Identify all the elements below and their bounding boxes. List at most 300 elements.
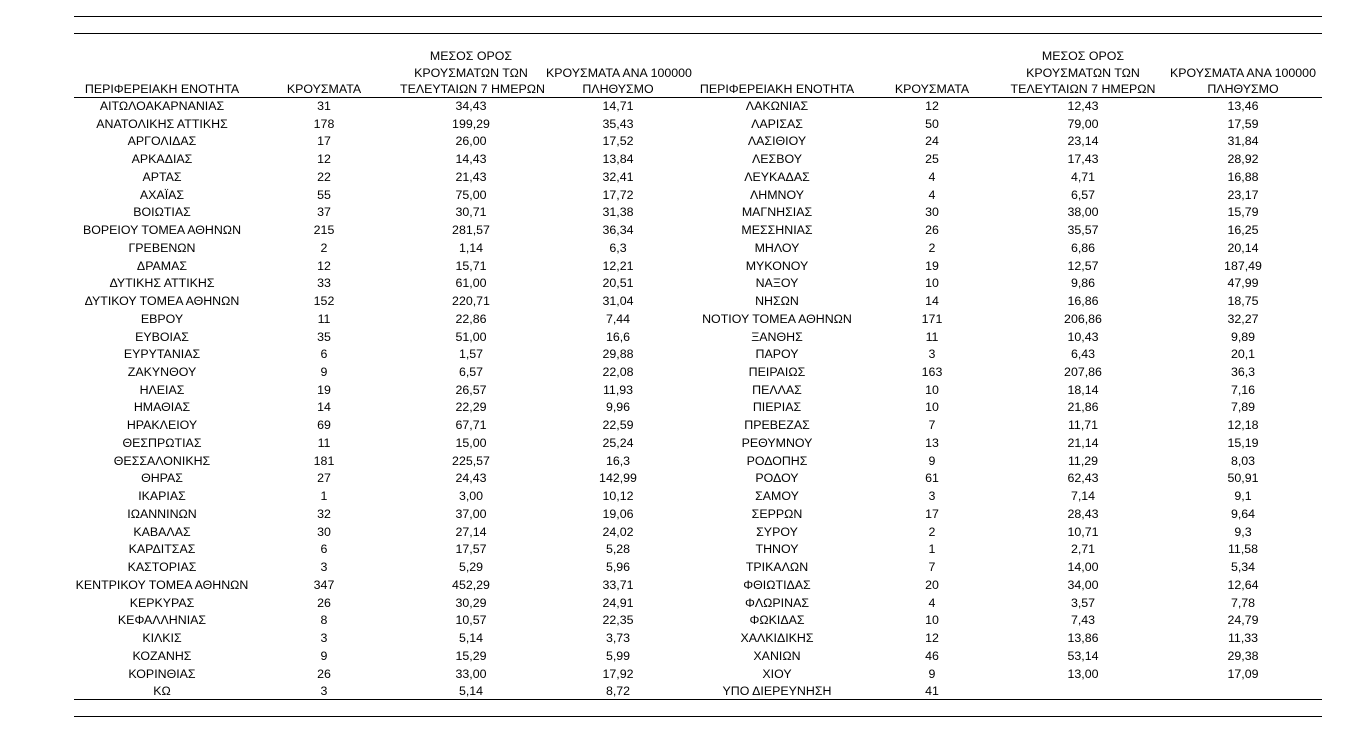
- left-cases-per-100k-cell: 24,91: [602, 595, 634, 610]
- table-row: [74, 116, 1322, 134]
- right-avg-7-days-cell: 38,00: [1067, 205, 1099, 220]
- left-cases-cell: 215: [313, 223, 335, 238]
- table-row: [74, 293, 1322, 311]
- table-row: [74, 541, 1322, 559]
- right-avg-7-days-cell: 23,14: [1067, 134, 1099, 149]
- left-unit-name-cell: ΚΕΡΚΥΡΑΣ: [129, 595, 195, 610]
- right-cases-cell: 19: [925, 258, 939, 273]
- right-cases-per-100k-cell: 16,88: [1227, 169, 1259, 184]
- table-row: [74, 683, 1322, 701]
- left-avg-7-days-cell: 1,14: [458, 240, 484, 255]
- right-avg-7-days-cell: 6,57: [1070, 187, 1096, 202]
- right-avg-7-days-cell: 207,86: [1064, 365, 1102, 380]
- table-row: [74, 595, 1322, 613]
- left-avg-7-days-cell: 22,86: [455, 311, 487, 326]
- right-avg-7-days-cell: 2,71: [1070, 542, 1096, 557]
- right-cases-cell: 9: [928, 666, 936, 681]
- right-cases-cell: 41: [925, 684, 939, 699]
- right-cases-cell: 4: [928, 169, 936, 184]
- right-cases-per-100k-cell: 17,09: [1227, 666, 1259, 681]
- left-cases-cell: 30: [317, 524, 331, 539]
- right-cases-per-100k-cell: 47,99: [1227, 276, 1259, 291]
- right-unit-name-cell: ΜΑΓΝΗΣΙΑΣ: [741, 205, 813, 220]
- table-row: [74, 399, 1322, 417]
- left-cases-per-100k-cell: 12,21: [602, 258, 634, 273]
- right-cases-per-100k-cell: 12,18: [1227, 418, 1259, 433]
- left-unit-name-cell: ΔΡΑΜΑΣ: [136, 258, 188, 273]
- right-cases-per-100k-cell: 50,91: [1227, 471, 1259, 486]
- left-cases-cell: 32: [317, 506, 331, 521]
- left-unit-name-cell: ΑΝΑΤΟΛΙΚΗΣ ΑΤΤΙΚΗΣ: [96, 116, 228, 131]
- table-row: [74, 453, 1322, 471]
- table-row: [74, 666, 1322, 684]
- left-cases-cell: 6: [320, 542, 328, 557]
- left-cases-cell: 11: [317, 435, 331, 450]
- left-cases-per-100k-cell: 7,44: [605, 311, 631, 326]
- table-row: [74, 133, 1322, 151]
- header-per100k-line1: ΚΡΟΥΣΜΑΤΑ ΑΝΑ 100000: [1170, 65, 1316, 80]
- left-avg-7-days-cell: 61,00: [455, 276, 487, 291]
- header-row: [74, 45, 1322, 97]
- left-unit-name-cell: ΘΗΡΑΣ: [141, 471, 183, 486]
- table-row: [74, 151, 1322, 169]
- right-avg-7-days-cell: 12,57: [1067, 258, 1099, 273]
- table-row: [74, 346, 1322, 364]
- left-unit-name-cell: ΑΧΑΪΑΣ: [139, 187, 185, 202]
- left-cases-cell: 178: [313, 116, 335, 131]
- left-unit-name-cell: ΚΙΛΚΙΣ: [142, 631, 182, 646]
- right-cases-per-100k-cell: 18,75: [1227, 294, 1259, 309]
- table-row: [74, 329, 1322, 347]
- right-cases-cell: 12: [925, 631, 939, 646]
- right-cases-cell: 9: [928, 453, 936, 468]
- left-unit-name-cell: ΖΑΚΥΝΘΟΥ: [127, 365, 197, 380]
- right-cases-cell: 46: [925, 648, 939, 663]
- right-avg-7-days-cell: 14,00: [1067, 560, 1099, 575]
- right-avg-7-days-cell: 35,57: [1067, 223, 1099, 238]
- left-cases-per-100k-cell: 35,43: [602, 116, 634, 131]
- right-avg-7-days-cell: 10,71: [1067, 524, 1099, 539]
- right-unit-name-cell: ΥΠΟ ΔΙΕΡΕΥΝΗΣΗ: [722, 684, 832, 699]
- header-top-rule: [74, 33, 1322, 34]
- left-avg-7-days-cell: 34,43: [455, 99, 487, 113]
- right-avg-7-days-cell: 3,57: [1070, 595, 1096, 610]
- left-cases-per-100k-cell: 8,72: [605, 684, 631, 699]
- right-unit-name-cell: ΣΕΡΡΩΝ: [751, 506, 803, 521]
- left-cases-cell: 152: [313, 294, 335, 309]
- right-cases-per-100k-cell: 20,1: [1230, 347, 1256, 362]
- header-per100k-left: [544, 45, 692, 97]
- right-cases-cell: 10: [925, 382, 939, 397]
- right-avg-7-days-cell: 11,29: [1067, 453, 1099, 468]
- table-row: [74, 97, 1322, 116]
- right-unit-name-cell: ΛΕΣΒΟΥ: [752, 152, 802, 167]
- left-cases-cell: 9: [320, 648, 328, 663]
- right-avg-7-days-cell: 4,71: [1070, 169, 1096, 184]
- right-cases-cell: 10: [925, 276, 939, 291]
- right-unit-name-cell: ΤΗΝΟΥ: [755, 542, 799, 557]
- left-cases-cell: 19: [317, 382, 331, 397]
- header-avg-line2: ΚΡΟΥΣΜΑΤΩΝ ΤΩΝ: [1026, 65, 1140, 80]
- right-cases-cell: 10: [925, 400, 939, 415]
- table-row: [74, 204, 1322, 222]
- left-unit-name-cell: ΒΟΙΩΤΙΑΣ: [133, 205, 191, 220]
- header-unit-left: ΠΕΡΙΦΕΡΕΙΑΚΗ ΕΝΟΤΗΤΑ: [84, 81, 240, 96]
- right-unit-name-cell: ΛΑΣΙΘΙΟΥ: [747, 134, 807, 149]
- header-per100k-line2: ΠΛΗΘΥΣΜΟ: [582, 81, 654, 96]
- right-avg-7-days-cell: 7,43: [1070, 613, 1096, 628]
- right-cases-per-100k-cell: 17,59: [1227, 116, 1259, 131]
- left-cases-per-100k-cell: 17,72: [602, 187, 634, 202]
- left-cases-cell: 12: [317, 258, 331, 273]
- right-avg-7-days-cell: 53,14: [1067, 648, 1099, 663]
- header-avg-line1: ΜΕΣΟΣ ΟΡΟΣ: [429, 49, 513, 64]
- left-unit-name-cell: ΘΕΣΣΑΛΟΝΙΚΗΣ: [113, 453, 211, 468]
- left-avg-7-days-cell: 26,00: [455, 134, 487, 149]
- left-cases-cell: 6: [320, 347, 328, 362]
- right-cases-per-100k-cell: 15,79: [1227, 205, 1259, 220]
- left-cases-per-100k-cell: 29,88: [602, 347, 634, 362]
- left-unit-name-cell: ΓΡΕΒΕΝΩΝ: [128, 240, 196, 255]
- table-row: [74, 470, 1322, 488]
- right-unit-name-cell: ΝΑΞΟΥ: [755, 276, 799, 291]
- table-row: [74, 311, 1322, 329]
- left-avg-7-days-cell: 21,43: [455, 169, 487, 184]
- left-cases-cell: 69: [317, 418, 331, 433]
- right-unit-name-cell: ΛΕΥΚΑΔΑΣ: [744, 169, 810, 184]
- left-cases-per-100k-cell: 20,51: [602, 276, 634, 291]
- right-unit-name-cell: ΜΗΛΟΥ: [754, 240, 800, 255]
- left-avg-7-days-cell: 225,57: [452, 453, 490, 468]
- left-unit-name-cell: ΗΜΑΘΙΑΣ: [133, 400, 191, 415]
- right-cases-per-100k-cell: 11,33: [1227, 631, 1259, 646]
- left-cases-cell: 3: [320, 560, 328, 575]
- top-rule: [74, 16, 1322, 17]
- left-avg-7-days-cell: 30,29: [455, 595, 487, 610]
- left-cases-per-100k-cell: 22,35: [602, 613, 634, 628]
- left-unit-name-cell: ΚΑΒΑΛΑΣ: [133, 524, 191, 539]
- right-cases-cell: 7: [928, 560, 936, 575]
- right-cases-cell: 3: [928, 347, 936, 362]
- left-avg-7-days-cell: 75,00: [455, 187, 487, 202]
- left-cases-cell: 26: [317, 595, 331, 610]
- header-avg-line2: ΚΡΟΥΣΜΑΤΩΝ ΤΩΝ: [414, 65, 528, 80]
- left-cases-cell: 14: [317, 400, 331, 415]
- left-cases-cell: 9: [320, 365, 328, 380]
- right-avg-7-days-cell: 62,43: [1067, 471, 1099, 486]
- right-avg-7-days-cell: 6,86: [1070, 240, 1096, 255]
- header-per100k-line2: ΠΛΗΘΥΣΜΟ: [1207, 81, 1279, 96]
- right-cases-cell: 11: [925, 329, 939, 344]
- header-avg-right: [1002, 45, 1164, 97]
- right-avg-7-days-cell: 17,43: [1067, 152, 1099, 167]
- left-cases-cell: 22: [317, 169, 331, 184]
- left-unit-name-cell: ΙΩΑΝΝΙΝΩΝ: [127, 506, 197, 521]
- left-cases-cell: 181: [313, 453, 335, 468]
- left-cases-per-100k-cell: 16,6: [605, 329, 631, 344]
- left-avg-7-days-cell: 51,00: [455, 329, 487, 344]
- left-unit-name-cell: ΚΕΝΤΡΙΚΟΥ ΤΟΜΕΑ ΑΘΗΝΩΝ: [75, 577, 249, 592]
- left-avg-7-days-cell: 199,29: [452, 116, 490, 131]
- left-unit-name-cell: ΚΟΡΙΝΘΙΑΣ: [128, 666, 196, 681]
- left-unit-name-cell: ΚΟΖΑΝΗΣ: [132, 648, 192, 663]
- left-avg-7-days-cell: 3,00: [458, 489, 484, 504]
- right-avg-7-days-cell: 6,43: [1070, 347, 1096, 362]
- table-row: [74, 648, 1322, 666]
- right-avg-7-days-cell: 16,86: [1067, 294, 1099, 309]
- right-cases-cell: 4: [928, 187, 936, 202]
- left-avg-7-days-cell: 17,57: [455, 542, 487, 557]
- right-avg-7-days-cell: 12,43: [1067, 99, 1099, 113]
- right-unit-name-cell: ΠΕΛΛΑΣ: [752, 382, 802, 397]
- left-unit-name-cell: ΘΕΣΠΡΩΤΙΑΣ: [122, 435, 202, 450]
- right-cases-per-100k-cell: 9,3: [1234, 524, 1252, 539]
- left-avg-7-days-cell: 220,71: [452, 294, 490, 309]
- right-unit-name-cell: ΧΑΝΙΩΝ: [753, 648, 801, 663]
- right-avg-7-days-cell: [1002, 683, 1164, 701]
- left-cases-per-100k-cell: 24,02: [602, 524, 634, 539]
- right-cases-per-100k-cell: 7,78: [1230, 595, 1256, 610]
- left-avg-7-days-cell: 5,14: [458, 631, 484, 646]
- left-cases-cell: 37: [317, 205, 331, 220]
- right-unit-name-cell: ΛΑΚΩΝΙΑΣ: [745, 99, 809, 113]
- left-cases-cell: 11: [317, 311, 331, 326]
- right-unit-name-cell: ΛΗΜΝΟΥ: [750, 187, 804, 202]
- right-unit-name-cell: ΜΥΚΟΝΟΥ: [745, 258, 809, 273]
- right-cases-per-100k-cell: 7,89: [1230, 400, 1256, 415]
- right-unit-name-cell: ΧΙΟΥ: [762, 666, 792, 681]
- header-avg-line3: ΤΕΛΕΥΤΑΙΩΝ 7 ΗΜΕΡΩΝ: [400, 81, 545, 96]
- left-unit-name-cell: ΔΥΤΙΚΟΥ ΤΟΜΕΑ ΑΘΗΝΩΝ: [84, 294, 240, 309]
- left-cases-cell: 17: [317, 134, 331, 149]
- right-cases-cell: 1: [928, 542, 936, 557]
- left-avg-7-days-cell: 26,57: [455, 382, 487, 397]
- right-unit-name-cell: ΣΑΜΟΥ: [755, 489, 799, 504]
- left-avg-7-days-cell: 22,29: [455, 400, 487, 415]
- header-avg-line1: ΜΕΣΟΣ ΟΡΟΣ: [1041, 49, 1125, 64]
- left-unit-name-cell: ΑΙΤΩΛΟΑΚΑΡΝΑΝΙΑΣ: [99, 99, 225, 113]
- right-cases-per-100k-cell: 8,03: [1230, 453, 1256, 468]
- left-cases-per-100k-cell: 32,41: [602, 169, 634, 184]
- table-row: [74, 417, 1322, 435]
- right-cases-per-100k-cell: 11,58: [1227, 542, 1259, 557]
- left-unit-name-cell: ΕΒΡΟΥ: [140, 311, 184, 326]
- right-cases-per-100k-cell: 7,16: [1230, 382, 1256, 397]
- left-cases-per-100k-cell: 11,93: [602, 382, 634, 397]
- right-cases-cell: 10: [925, 613, 939, 628]
- right-unit-name-cell: ΦΘΙΩΤΙΔΑΣ: [743, 577, 811, 592]
- table-row: [74, 577, 1322, 595]
- left-cases-per-100k-cell: 31,04: [602, 294, 634, 309]
- right-cases-per-100k-cell: 12,64: [1227, 577, 1259, 592]
- table-row: [74, 435, 1322, 453]
- left-cases-per-100k-cell: 25,24: [602, 435, 634, 450]
- left-avg-7-days-cell: 15,29: [455, 648, 487, 663]
- right-unit-name-cell: ΧΑΛΚΙΔΙΚΗΣ: [740, 631, 814, 646]
- left-cases-per-100k-cell: 17,92: [602, 666, 634, 681]
- left-unit-name-cell: ΕΥΒΟΙΑΣ: [135, 329, 189, 344]
- right-cases-cell: 2: [928, 240, 936, 255]
- right-unit-name-cell: ΠΑΡΟΥ: [755, 347, 799, 362]
- header-unit-right: ΠΕΡΙΦΕΡΕΙΑΚΗ ΕΝΟΤΗΤΑ: [699, 81, 855, 96]
- right-cases-per-100k-cell: 28,92: [1227, 152, 1259, 167]
- left-cases-per-100k-cell: 33,71: [602, 577, 634, 592]
- left-unit-name-cell: ΑΡΤΑΣ: [142, 169, 182, 184]
- table-row: [74, 612, 1322, 630]
- right-cases-per-100k-cell: 31,84: [1227, 134, 1259, 149]
- left-unit-name-cell: ΕΥΡΥΤΑΝΙΑΣ: [123, 347, 201, 362]
- right-cases-cell: 26: [925, 223, 939, 238]
- right-cases-cell: 14: [925, 294, 939, 309]
- left-cases-per-100k-cell: 13,84: [602, 152, 634, 167]
- right-unit-name-cell: ΦΛΩΡΙΝΑΣ: [744, 595, 809, 610]
- right-cases-per-100k-cell: 36,3: [1230, 365, 1256, 380]
- left-unit-name-cell: ΙΚΑΡΙΑΣ: [138, 489, 186, 504]
- left-cases-per-100k-cell: 22,08: [602, 365, 634, 380]
- left-cases-cell: 1: [320, 489, 328, 504]
- left-avg-7-days-cell: 37,00: [455, 506, 487, 521]
- table-row: [74, 559, 1322, 577]
- right-cases-per-100k-cell: 32,27: [1227, 311, 1259, 326]
- left-cases-per-100k-cell: 16,3: [605, 453, 631, 468]
- right-cases-per-100k-cell: 16,25: [1227, 223, 1259, 238]
- right-avg-7-days-cell: 11,71: [1067, 418, 1099, 433]
- left-cases-cell: 27: [317, 471, 331, 486]
- right-avg-7-days-cell: 28,43: [1067, 506, 1099, 521]
- right-unit-name-cell: ΝΗΣΩΝ: [755, 294, 799, 309]
- table-row: [74, 488, 1322, 506]
- right-cases-cell: 2: [928, 524, 936, 539]
- left-cases-per-100k-cell: 31,38: [602, 205, 634, 220]
- left-cases-cell: 35: [317, 329, 331, 344]
- left-unit-name-cell: ΑΡΓΟΛΙΔΑΣ: [127, 134, 197, 149]
- page-bottom-rule: [74, 716, 1322, 717]
- right-cases-cell: 7: [928, 418, 936, 433]
- left-avg-7-days-cell: 1,57: [458, 347, 484, 362]
- right-unit-name-cell: ΝΟΤΙΟΥ ΤΟΜΕΑ ΑΘΗΝΩΝ: [702, 311, 852, 326]
- right-unit-name-cell: ΣΥΡΟΥ: [756, 524, 798, 539]
- right-cases-cell: 50: [925, 116, 939, 131]
- table-row: [74, 364, 1322, 382]
- right-cases-cell: 4: [928, 595, 936, 610]
- right-cases-per-100k-cell: 13,46: [1227, 99, 1259, 113]
- right-cases-per-100k-cell: 20,14: [1227, 240, 1259, 255]
- left-cases-cell: 3: [320, 631, 328, 646]
- table-row: [74, 506, 1322, 524]
- table-row: [74, 630, 1322, 648]
- right-avg-7-days-cell: 7,14: [1070, 489, 1096, 504]
- right-cases-cell: 61: [925, 471, 939, 486]
- table-row: [74, 275, 1322, 293]
- right-cases-per-100k-cell: 9,1: [1234, 489, 1252, 504]
- left-cases-cell: 55: [317, 187, 331, 202]
- left-unit-name-cell: ΚΩ: [153, 684, 171, 699]
- table-row: [74, 187, 1322, 205]
- right-unit-name-cell: ΜΕΣΣΗΝΙΑΣ: [741, 223, 813, 238]
- left-unit-name-cell: ΚΑΣΤΟΡΙΑΣ: [127, 560, 197, 575]
- right-cases-cell: 24: [925, 134, 939, 149]
- left-cases-per-100k-cell: 5,99: [605, 648, 631, 663]
- right-cases-cell: 163: [921, 365, 943, 380]
- left-avg-7-days-cell: 30,71: [455, 205, 487, 220]
- left-cases-cell: 33: [317, 276, 331, 291]
- right-unit-name-cell: ΛΑΡΙΣΑΣ: [751, 116, 803, 131]
- table-row: [74, 240, 1322, 258]
- left-unit-name-cell: ΑΡΚΑΔΙΑΣ: [131, 152, 193, 167]
- right-cases-cell: 13: [925, 435, 939, 450]
- right-cases-per-100k-cell: 29,38: [1227, 648, 1259, 663]
- header-avg-line3: ΤΕΛΕΥΤΑΙΩΝ 7 ΗΜΕΡΩΝ: [1010, 81, 1156, 96]
- left-cases-per-100k-cell: 19,06: [602, 506, 634, 521]
- right-avg-7-days-cell: 13,86: [1067, 631, 1099, 646]
- header-cases-left: ΚΡΟΥΣΜΑΤΑ: [286, 81, 362, 96]
- table-row: [74, 222, 1322, 240]
- left-cases-cell: 2: [320, 240, 328, 255]
- right-cases-cell: 12: [925, 99, 939, 113]
- table-body: [74, 97, 1322, 701]
- left-avg-7-days-cell: 281,57: [452, 223, 490, 238]
- right-avg-7-days-cell: 13,00: [1067, 666, 1099, 681]
- right-unit-name-cell: ΤΡΙΚΑΛΩΝ: [745, 560, 809, 575]
- left-cases-per-100k-cell: 5,96: [605, 560, 631, 575]
- right-cases-per-100k-cell: 23,17: [1227, 187, 1259, 202]
- left-cases-cell: 3: [320, 684, 328, 699]
- right-cases-per-100k-cell: 24,79: [1227, 613, 1259, 628]
- table-row: [74, 382, 1322, 400]
- right-cases-per-100k-cell: 15,19: [1227, 435, 1259, 450]
- left-cases-per-100k-cell: 3,73: [605, 631, 631, 646]
- header-per100k-line1: ΚΡΟΥΣΜΑΤΑ ΑΝΑ 100000: [546, 65, 692, 80]
- left-unit-name-cell: ΗΡΑΚΛΕΙΟΥ: [126, 418, 198, 433]
- left-cases-per-100k-cell: 142,99: [599, 471, 637, 486]
- right-unit-name-cell: ΠΕΙΡΑΙΩΣ: [748, 365, 806, 380]
- left-avg-7-days-cell: 24,43: [455, 471, 487, 486]
- left-cases-per-100k-cell: 17,52: [602, 134, 634, 149]
- right-avg-7-days-cell: 21,86: [1067, 400, 1099, 415]
- right-cases-per-100k-cell: 5,34: [1230, 560, 1256, 575]
- left-cases-per-100k-cell: 22,59: [602, 418, 634, 433]
- right-cases-cell: 3: [928, 489, 936, 504]
- left-cases-per-100k-cell: 36,34: [602, 223, 634, 238]
- right-cases-cell: 25: [925, 152, 939, 167]
- right-avg-7-days-cell: 34,00: [1067, 577, 1099, 592]
- left-cases-cell: 12: [317, 152, 331, 167]
- right-avg-7-days-cell: 206,86: [1064, 311, 1102, 326]
- header-cases-right: ΚΡΟΥΣΜΑΤΑ: [894, 81, 970, 96]
- cases-table: [74, 45, 1322, 701]
- left-cases-per-100k-cell: 14,71: [602, 99, 634, 113]
- right-cases-per-100k-cell: 9,89: [1230, 329, 1256, 344]
- right-unit-name-cell: ΡΟΔΟΠΗΣ: [746, 453, 808, 468]
- right-avg-7-days-cell: 10,43: [1067, 329, 1099, 344]
- table-row: [74, 169, 1322, 187]
- right-avg-7-days-cell: 21,14: [1067, 435, 1099, 450]
- header-avg-left: [398, 45, 544, 97]
- right-unit-name-cell: ΠΙΕΡΙΑΣ: [752, 400, 802, 415]
- left-avg-7-days-cell: 14,43: [455, 152, 487, 167]
- left-cases-cell: 347: [313, 577, 335, 592]
- right-avg-7-days-cell: 79,00: [1067, 116, 1099, 131]
- header-per100k-right: [1164, 45, 1322, 97]
- left-unit-name-cell: ΗΛΕΙΑΣ: [139, 382, 185, 397]
- left-avg-7-days-cell: 67,71: [455, 418, 487, 433]
- right-cases-cell: 20: [925, 577, 939, 592]
- left-cases-cell: 26: [317, 666, 331, 681]
- left-unit-name-cell: ΚΑΡΔΙΤΣΑΣ: [128, 542, 196, 557]
- right-cases-per-100k-cell: [1164, 683, 1322, 701]
- right-cases-cell: 171: [921, 311, 943, 326]
- table-row: [74, 258, 1322, 276]
